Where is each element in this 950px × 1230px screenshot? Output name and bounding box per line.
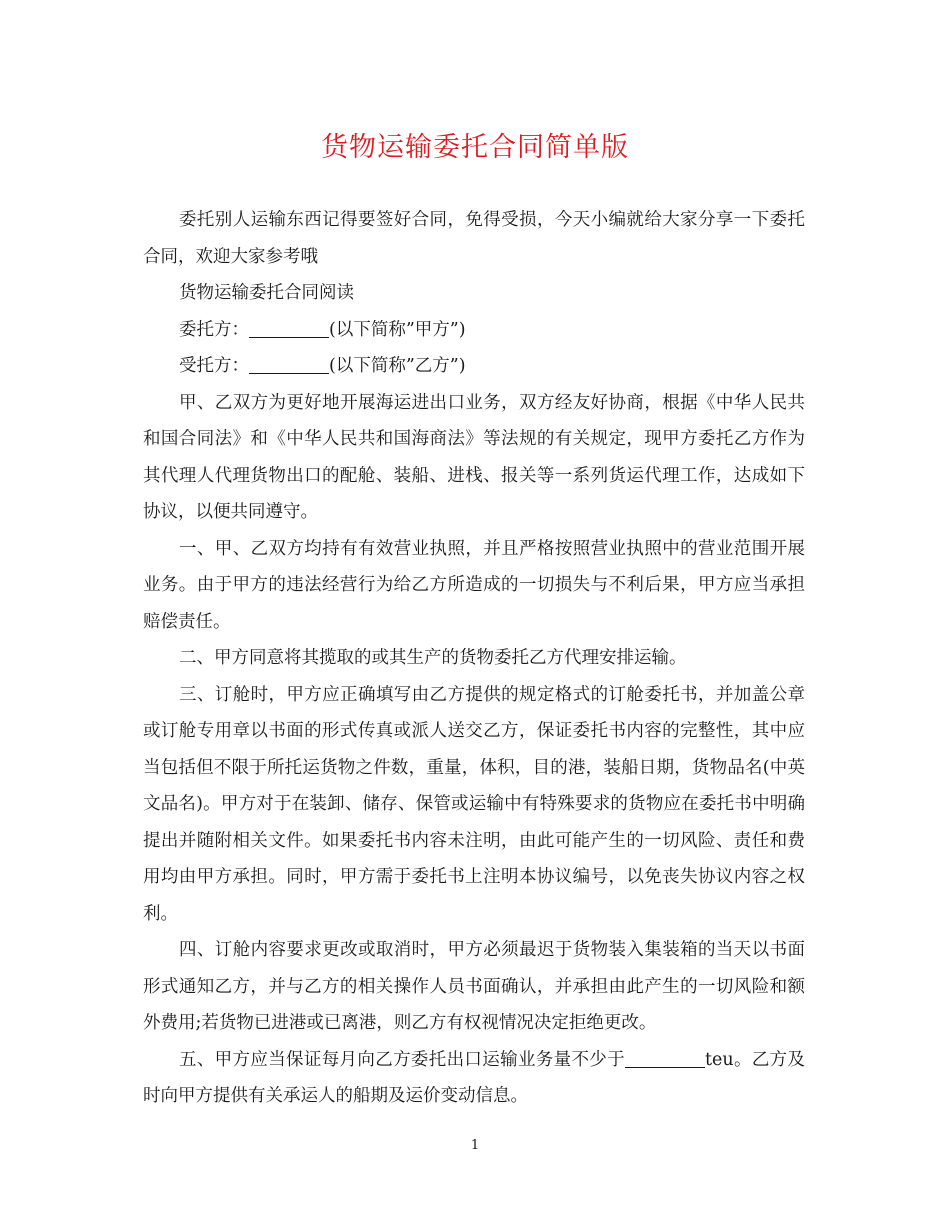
party-a-line (143, 312, 805, 349)
clause-1: 一、甲、乙双方均持有有效营业执照，并且严格按照营业执照中的营业范围开展业务。由于甲方的违法经营行为给乙方所造成的一切损失与不利后果，甲方应当承担赔偿责任。 (143, 538, 805, 632)
party-a-blank (249, 319, 329, 338)
page-title: 货物运输委托合同简单版 (321, 132, 629, 163)
clause-2: 二、甲方同意将其揽取的或其生产的货物委托乙方代理安排运输。 (179, 648, 687, 668)
preamble-paragraph: 甲、乙双方为更好地开展海运进出口业务，双方经友好协商，根据《中华人民共和国合同法》和《中华人民共和国海商法》等法规的有关规定，现甲方委托乙方作为其代理人代理货物出口的配舱、装船、进栈、报关等一系列货运代理工作，达成如下协议，以便共同遵守。 (143, 392, 805, 522)
document-body (143, 202, 805, 1115)
clause-4: 四、订舱内容要求更改或取消时，甲方必须最迟于货物装入集装箱的当天以书面形式通知乙方，并与乙方的相关操作人员书面确认，并承担由此产生的一切风险和额外费用;若货物已进港或已离港，则乙方有权视情况决定拒绝更改。 (143, 940, 805, 1033)
party-b-blank (249, 355, 329, 374)
subheading: 货物运输委托合同阅读 (179, 283, 354, 303)
clause-3: 三、订舱时，甲方应正确填写由乙方提供的规定格式的订舱委托书，并加盖公章或订舱专用章以书面的形式传真或派人送交乙方，保证委托书内容的完整性，其中应当包括但不限于所托运货物之件数，重量，体积，目的港，装船日期，货物品名(中英文品名)。甲方对于在装卸、储存、保管或运输中有特殊要求的货物应在委托书中明确提出并随附相关文件。如果委托书内容未注明，由此可能产生的一切风险、责任和费用均由甲方承担。同时，甲方需于委托书上注明本协议编号，以免丧失协议内容之权利。 (143, 684, 805, 924)
party-b-suffix: (以下简称”乙方”) (329, 356, 466, 376)
intro-paragraph: 委托别人运输东西记得要签好合同，免得受损，今天小编就给大家分享一下委托合同，欢迎大家参考哦 (143, 210, 805, 267)
party-a-label: 委托方： (179, 319, 249, 340)
party-b-label: 受托方： (179, 356, 249, 376)
clause-5 (143, 1042, 805, 1115)
party-b-line (143, 348, 805, 385)
clause-5-after: teu。乙方及时向甲方提供有关承运人的船期及运价变动信息。 (143, 1049, 805, 1106)
clause-5-before: 五、甲方应当保证每月向乙方委托出口运输业务量不少于 (179, 1049, 625, 1070)
page-number: 1 (470, 1138, 480, 1153)
party-a-suffix: (以下简称”甲方”) (329, 319, 466, 340)
clause-5-blank (625, 1049, 705, 1068)
